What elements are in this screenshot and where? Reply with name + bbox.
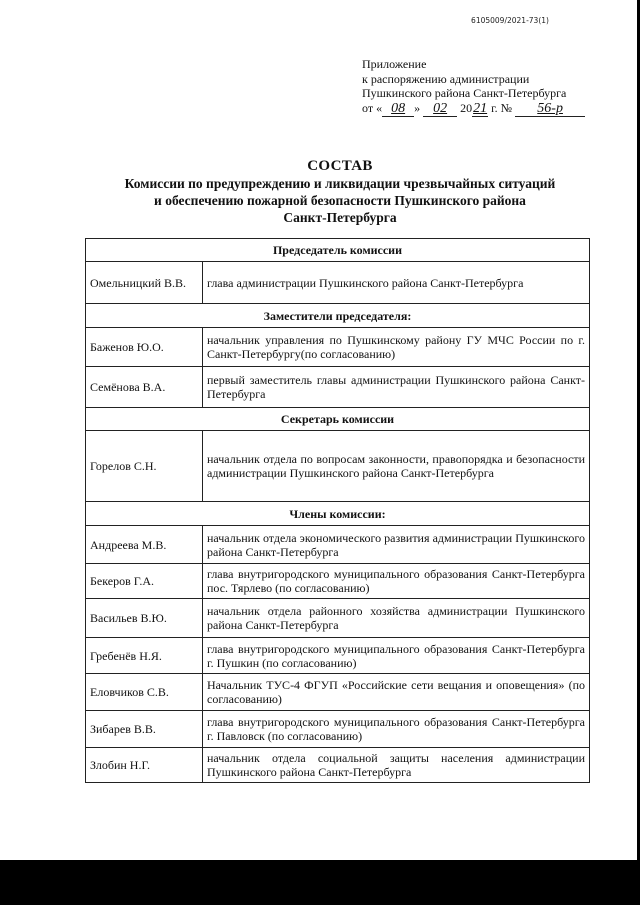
member-name: Зибарев В.В. [86, 711, 203, 748]
member-name: Васильев В.Ю. [86, 599, 203, 638]
section-header-row [86, 502, 590, 526]
member-role: начальник отдела социальной защиты населения администрации Пушкинского района Санкт-Петербурга [203, 748, 590, 783]
table-row [86, 711, 590, 748]
document-title [0, 157, 640, 226]
table-row [86, 564, 590, 599]
table-row [86, 526, 590, 564]
member-role: глава внутригородского муниципального образования Санкт-Петербурга г. Павловск (по согласованию) [203, 711, 590, 748]
section-heading: Заместители председателя: [86, 304, 590, 328]
date-day: 08 [391, 100, 406, 116]
member-role: глава администрации Пушкинского района Санкт-Петербурга [203, 262, 590, 304]
table-row [86, 367, 590, 408]
appendix-date-line: от « 08 » 02 2021 г. № 56-р [362, 101, 585, 118]
document-id: 6105009/2021-73(1) [471, 16, 549, 25]
member-name: Горелов С.Н. [86, 431, 203, 502]
appendix-line-3: Пушкинского района Санкт-Петербурга [362, 86, 567, 100]
table-row [86, 599, 590, 638]
table-row [86, 748, 590, 783]
scan-edge-bottom [0, 860, 640, 905]
member-role: начальник отдела по вопросам законности, правопорядка и безопасности администрации Пушкинского района Санкт-Петербурга [203, 431, 590, 502]
date-month: 02 [433, 100, 448, 116]
member-role: начальник отдела экономического развития администрации Пушкинского района Санкт-Петербурга [203, 526, 590, 564]
table-row [86, 638, 590, 674]
member-role: первый заместитель главы администрации Пушкинского района Санкт-Петербурга [203, 367, 590, 408]
member-name: Бекеров Г.А. [86, 564, 203, 599]
title-main: СОСТАВ [307, 158, 373, 174]
member-name: Гребенёв Н.Я. [86, 638, 203, 674]
section-heading: Секретарь комиссии [86, 408, 590, 431]
table-row [86, 674, 590, 711]
member-role: глава внутригородского муниципального образования Санкт-Петербурга г. Пушкин (по согласованию) [203, 638, 590, 674]
table-row [86, 431, 590, 502]
section-header-row [86, 304, 590, 328]
member-name: Злобин Н.Г. [86, 748, 203, 783]
member-name: Омельницкий В.В. [86, 262, 203, 304]
member-name: Андреева М.В. [86, 526, 203, 564]
order-number: 56-р [537, 100, 563, 116]
date-year: 21 [473, 100, 488, 116]
title-line-3: Санкт-Петербурга [283, 210, 397, 225]
member-name: Семёнова В.А. [86, 367, 203, 408]
member-role: начальник управления по Пушкинскому району ГУ МЧС России по г. Санкт-Петербургу(по согласованию) [203, 328, 590, 367]
appendix-line-1: Приложение [362, 57, 427, 71]
section-heading: Председатель комиссии [86, 239, 590, 262]
member-role: глава внутригородского муниципального образования Санкт-Петербурга пос. Тярлево (по согласованию) [203, 564, 590, 599]
table-row [86, 262, 590, 304]
title-line-2: и обеспечению пожарной безопасности Пушкинского района [154, 193, 526, 208]
commission-table [85, 238, 590, 783]
appendix-block [362, 57, 585, 117]
section-heading: Члены комиссии: [86, 502, 590, 526]
member-role: Начальник ТУС-4 ФГУП «Российские сети вещания и оповещения» (по согласованию) [203, 674, 590, 711]
table-row [86, 328, 590, 367]
member-name: Баженов Ю.О. [86, 328, 203, 367]
title-line-1: Комиссии по предупреждению и ликвидации чрезвычайных ситуаций [124, 176, 556, 191]
section-header-row [86, 408, 590, 431]
appendix-line-2: к распоряжению администрации [362, 71, 530, 86]
member-name: Еловчиков С.В. [86, 674, 203, 711]
section-header-row [86, 239, 590, 262]
member-role: начальник отдела районного хозяйства администрации Пушкинского района Санкт-Петербурга [203, 599, 590, 638]
